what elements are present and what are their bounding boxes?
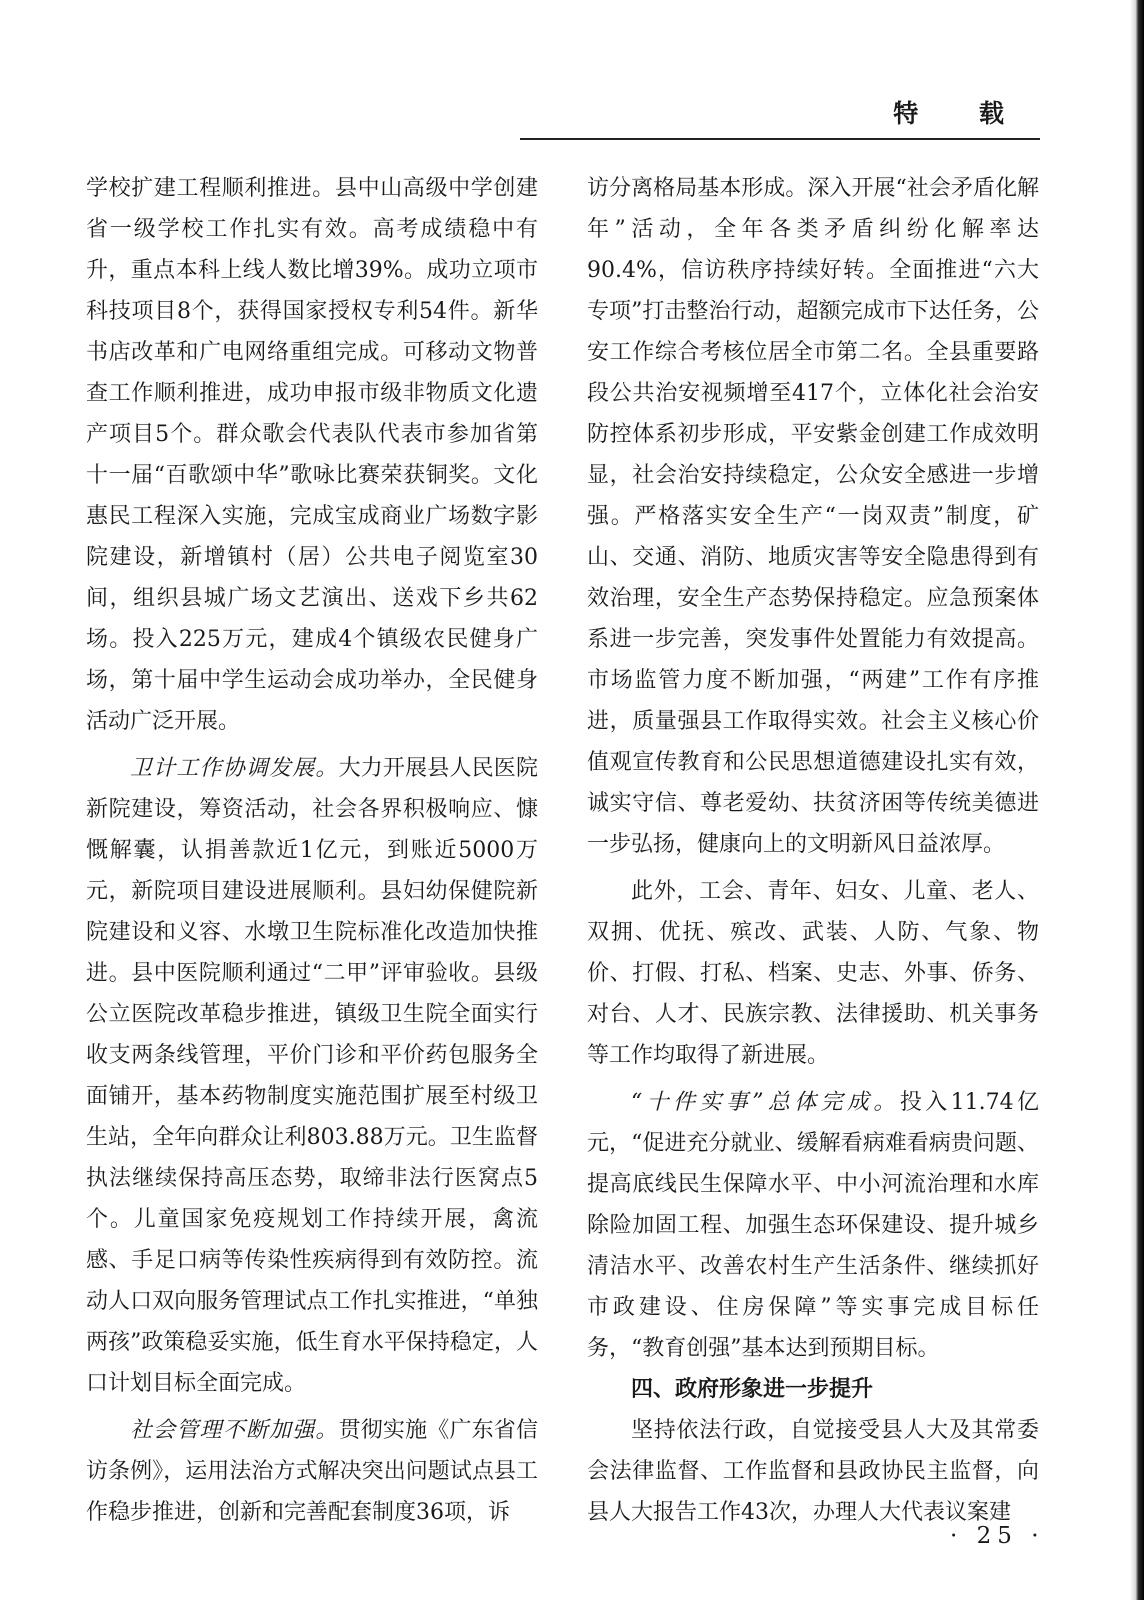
paragraph-health — [86, 748, 538, 1404]
running-header — [520, 92, 1040, 140]
paragraph-ten-projects — [587, 1082, 1039, 1369]
section-label: 特 载 — [893, 99, 1030, 128]
paragraph-education-culture: 学校扩建工程顺利推进。县中山高级中学创建省一级学校工作扎实有效。高考成绩稳中有升，重点本科上线人数比增39%。成功立项市科技项目8个，获得国家授权专利54件。新华书店改革和广电网络重组完成。可移动文物普查工作顺利推进，成功申报市级非物质文化遗产项目5个。群众歌会代表队代表市参加省第十一届“百歌颂中华”歌咏比赛荣获铜奖。文化惠民工程深入实施，完成宝成商业广场数字影院建设，新增镇村（居）公共电子阅览室30间，组织县城广场文艺演出、送戏下乡共62场。投入225万元，建成4个镇级农民健身广场，第十届中学生运动会成功举办，全民健身活动广泛开展。 — [86, 176, 538, 734]
paragraph-lead-health: 卫计工作协调发展。 — [130, 756, 339, 781]
paragraph-other-work: 此外，工会、青年、妇女、儿童、老人、双拥、优抚、殡改、武装、人防、气象、物价、打假、打私、档案、史志、外事、侨务、对台、人才、民族宗教、法律援助、机关事务等工作均取得了新进展。 — [587, 879, 1039, 1068]
paragraph-body-health: 大力开展县人民医院新院建设，筹资活动，社会各界积极响应、慷慨解囊，认捐善款近1亿元，到账近5000万元，新院项目建设进展顺利。县妇幼保健院新院建设和义容、水墩卫生院标准化改造加快推进。县中医院顺利通过“二甲”评审验收。县级公立医院改革稳步推进，镇级卫生院全面实行收支两条线管理，平价门诊和平价药包服务全面铺开，基本药物制度实施范围扩展至村级卫生站，全年向群众让利803.88万元。卫生监督执法继续保持高压态势，取缔非法行医窝点5个。儿童国家免疫规划工作持续开展，禽流感、手足口病等传染性疾病得到有效防控。流动人口双向服务管理试点工作扎实推进，“单独两孩”政策稳妥实施，低生育水平保持稳定，人口计划目标全面完成。 — [86, 756, 538, 1396]
scan-edge — [1130, 0, 1144, 1600]
section-heading: 四、政府形象进一步提升 — [631, 1377, 874, 1402]
page-number: · 25 · — [950, 1523, 1045, 1549]
paragraph-lead-social-management: 社会管理不断加强。 — [130, 1418, 339, 1443]
paragraph-social-management — [86, 1410, 538, 1533]
paragraph-lead-ten-projects: “十件实事”总体完成。 — [631, 1090, 900, 1115]
paragraph-body-social-management: 贯彻实施《广东省信访条例》，运用法治方式解决突出问题试点县工作稳步推进，创新和完善配套制度36项，诉 — [86, 1418, 538, 1525]
left-column — [86, 168, 538, 1533]
right-column — [587, 168, 1039, 1533]
paragraph-rule-of-law: 坚持依法行政，自觉接受县人大及其常委会法律监督、工作监督和县政协民主监督，向县人大报告工作43次，办理人大代表议案建 — [587, 1418, 1039, 1525]
paragraph-body-ten-projects: 投入11.74亿元，“促进充分就业、缓解看病难看病贵问题、提高底线民生保障水平、中小河流治理和水库除险加固工程、加强生态环保建设、提升城乡清洁水平、改善农村生产生活条件、继续抓好市政建设、住房保障”等实事完成目标任务，“教育创强”基本达到预期目标。 — [587, 1090, 1040, 1361]
paragraph-public-security: 访分离格局基本形成。深入开展“社会矛盾化解年”活动，全年各类矛盾纠纷化解率达90.4%，信访秩序持续好转。全面推进“六大专项”打击整治行动，超额完成市下达任务，公安工作综合考核位居全市第二名。全县重要路段公共治安视频增至417个，立体化社会治安防控体系初步形成，平安紫金创建工作成效明显，社会治安持续稳定，公众安全感进一步增强。严格落实安全生产“一岗双责”制度，矿山、交通、消防、地质灾害等安全隐患得到有效治理，安全生产态势保持稳定。应急预案体系进一步完善，突发事件处置能力有效提高。市场监管力度不断加强，“两建”工作有序推进，质量强县工作取得实效。社会主义核心价值观宣传教育和公民思想道德建设扎实有效，诚实守信、尊老爱幼、扶贫济困等传统美德进一步弘扬，健康向上的文明新风日益浓厚。 — [587, 176, 1039, 857]
